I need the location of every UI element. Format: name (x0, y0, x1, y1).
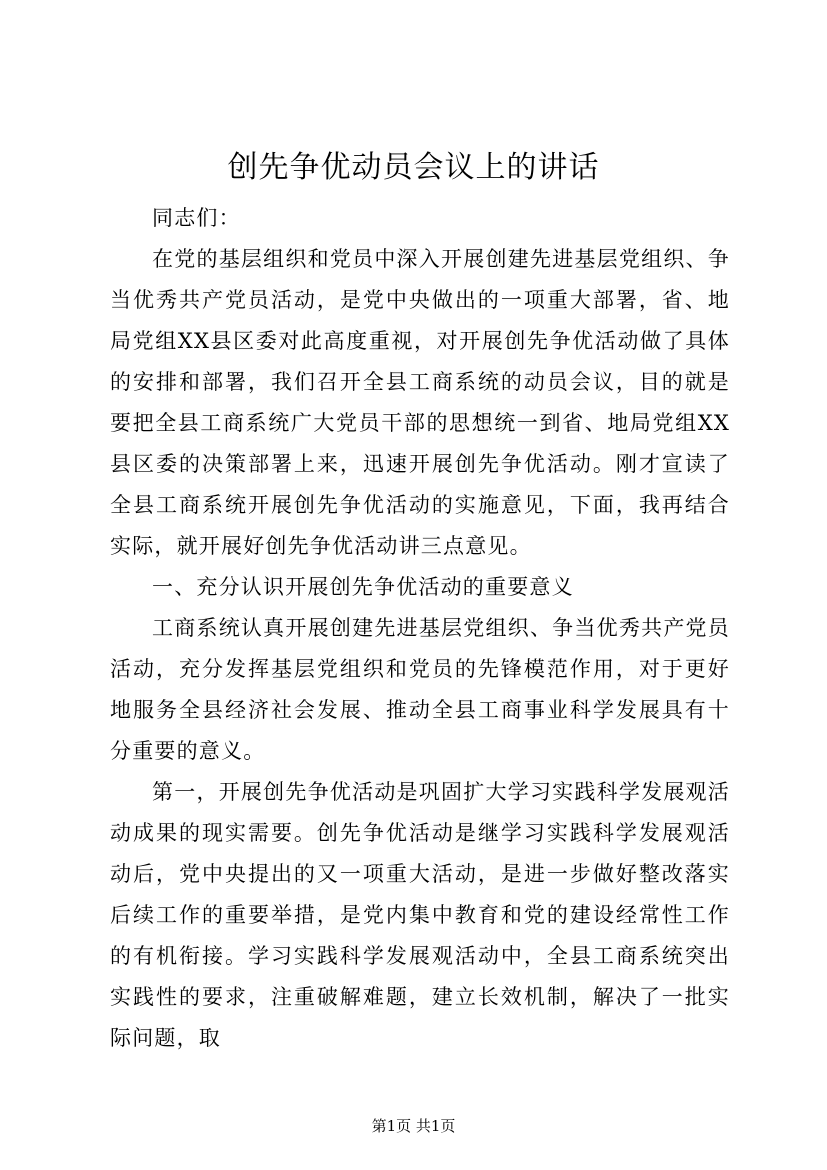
page-footer: 第1页 共1页 (371, 1117, 456, 1135)
first-point-paragraph: 第一，开展创先争优活动是巩固扩大学习实践科学发展观活动成果的现实需要。创先争优活动是继学习实践科学发展观活动后，党中央提出的又一项重大活动，是进一步做好整改落实后续工作的重要举措，是党内集中教育和党的建设经常性工作的有机衔接。学习实践科学发展观活动中，全县工商系统突出实践性的要求，注重破解难题，建立长效机制，解决了一批实际问题，取 (110, 780, 730, 1050)
salutation-paragraph: 同志们： (152, 206, 241, 230)
intro-paragraph: 在党的基层组织和党员中深入开展创建先进基层党组织、争当优秀共产党员活动，是党中央做出的一项重大部署，省、地局党组XX县区委对此高度重视，对开展创先争优活动做了具体的安排和部署，我们召开全县工商系统的动员会议，目的就是要把全县工商系统广大党员干部的思想统一到省、地局党组XX县区委的决策部署上来，迅速开展创先争优活动。刚才宣读了全县工商系统开展创先争优活动的实施意见，下面，我再结合实际，就开展好创先争优活动讲三点意见。 (110, 247, 730, 558)
significance-paragraph: 工商系统认真开展创建先进基层党组织、争当优秀共产党员活动，充分发挥基层党组织和党员的先锋模范作用，对于更好地服务全县经济社会发展、推动全县工商事业科学发展具有十分重要的意义。 (110, 616, 730, 763)
document-body (110, 198, 730, 1059)
section-heading: 一、充分认识开展创先争优活动的重要意义 (152, 575, 574, 599)
document-title: 创先争优动员会议上的讲话 (227, 150, 600, 185)
